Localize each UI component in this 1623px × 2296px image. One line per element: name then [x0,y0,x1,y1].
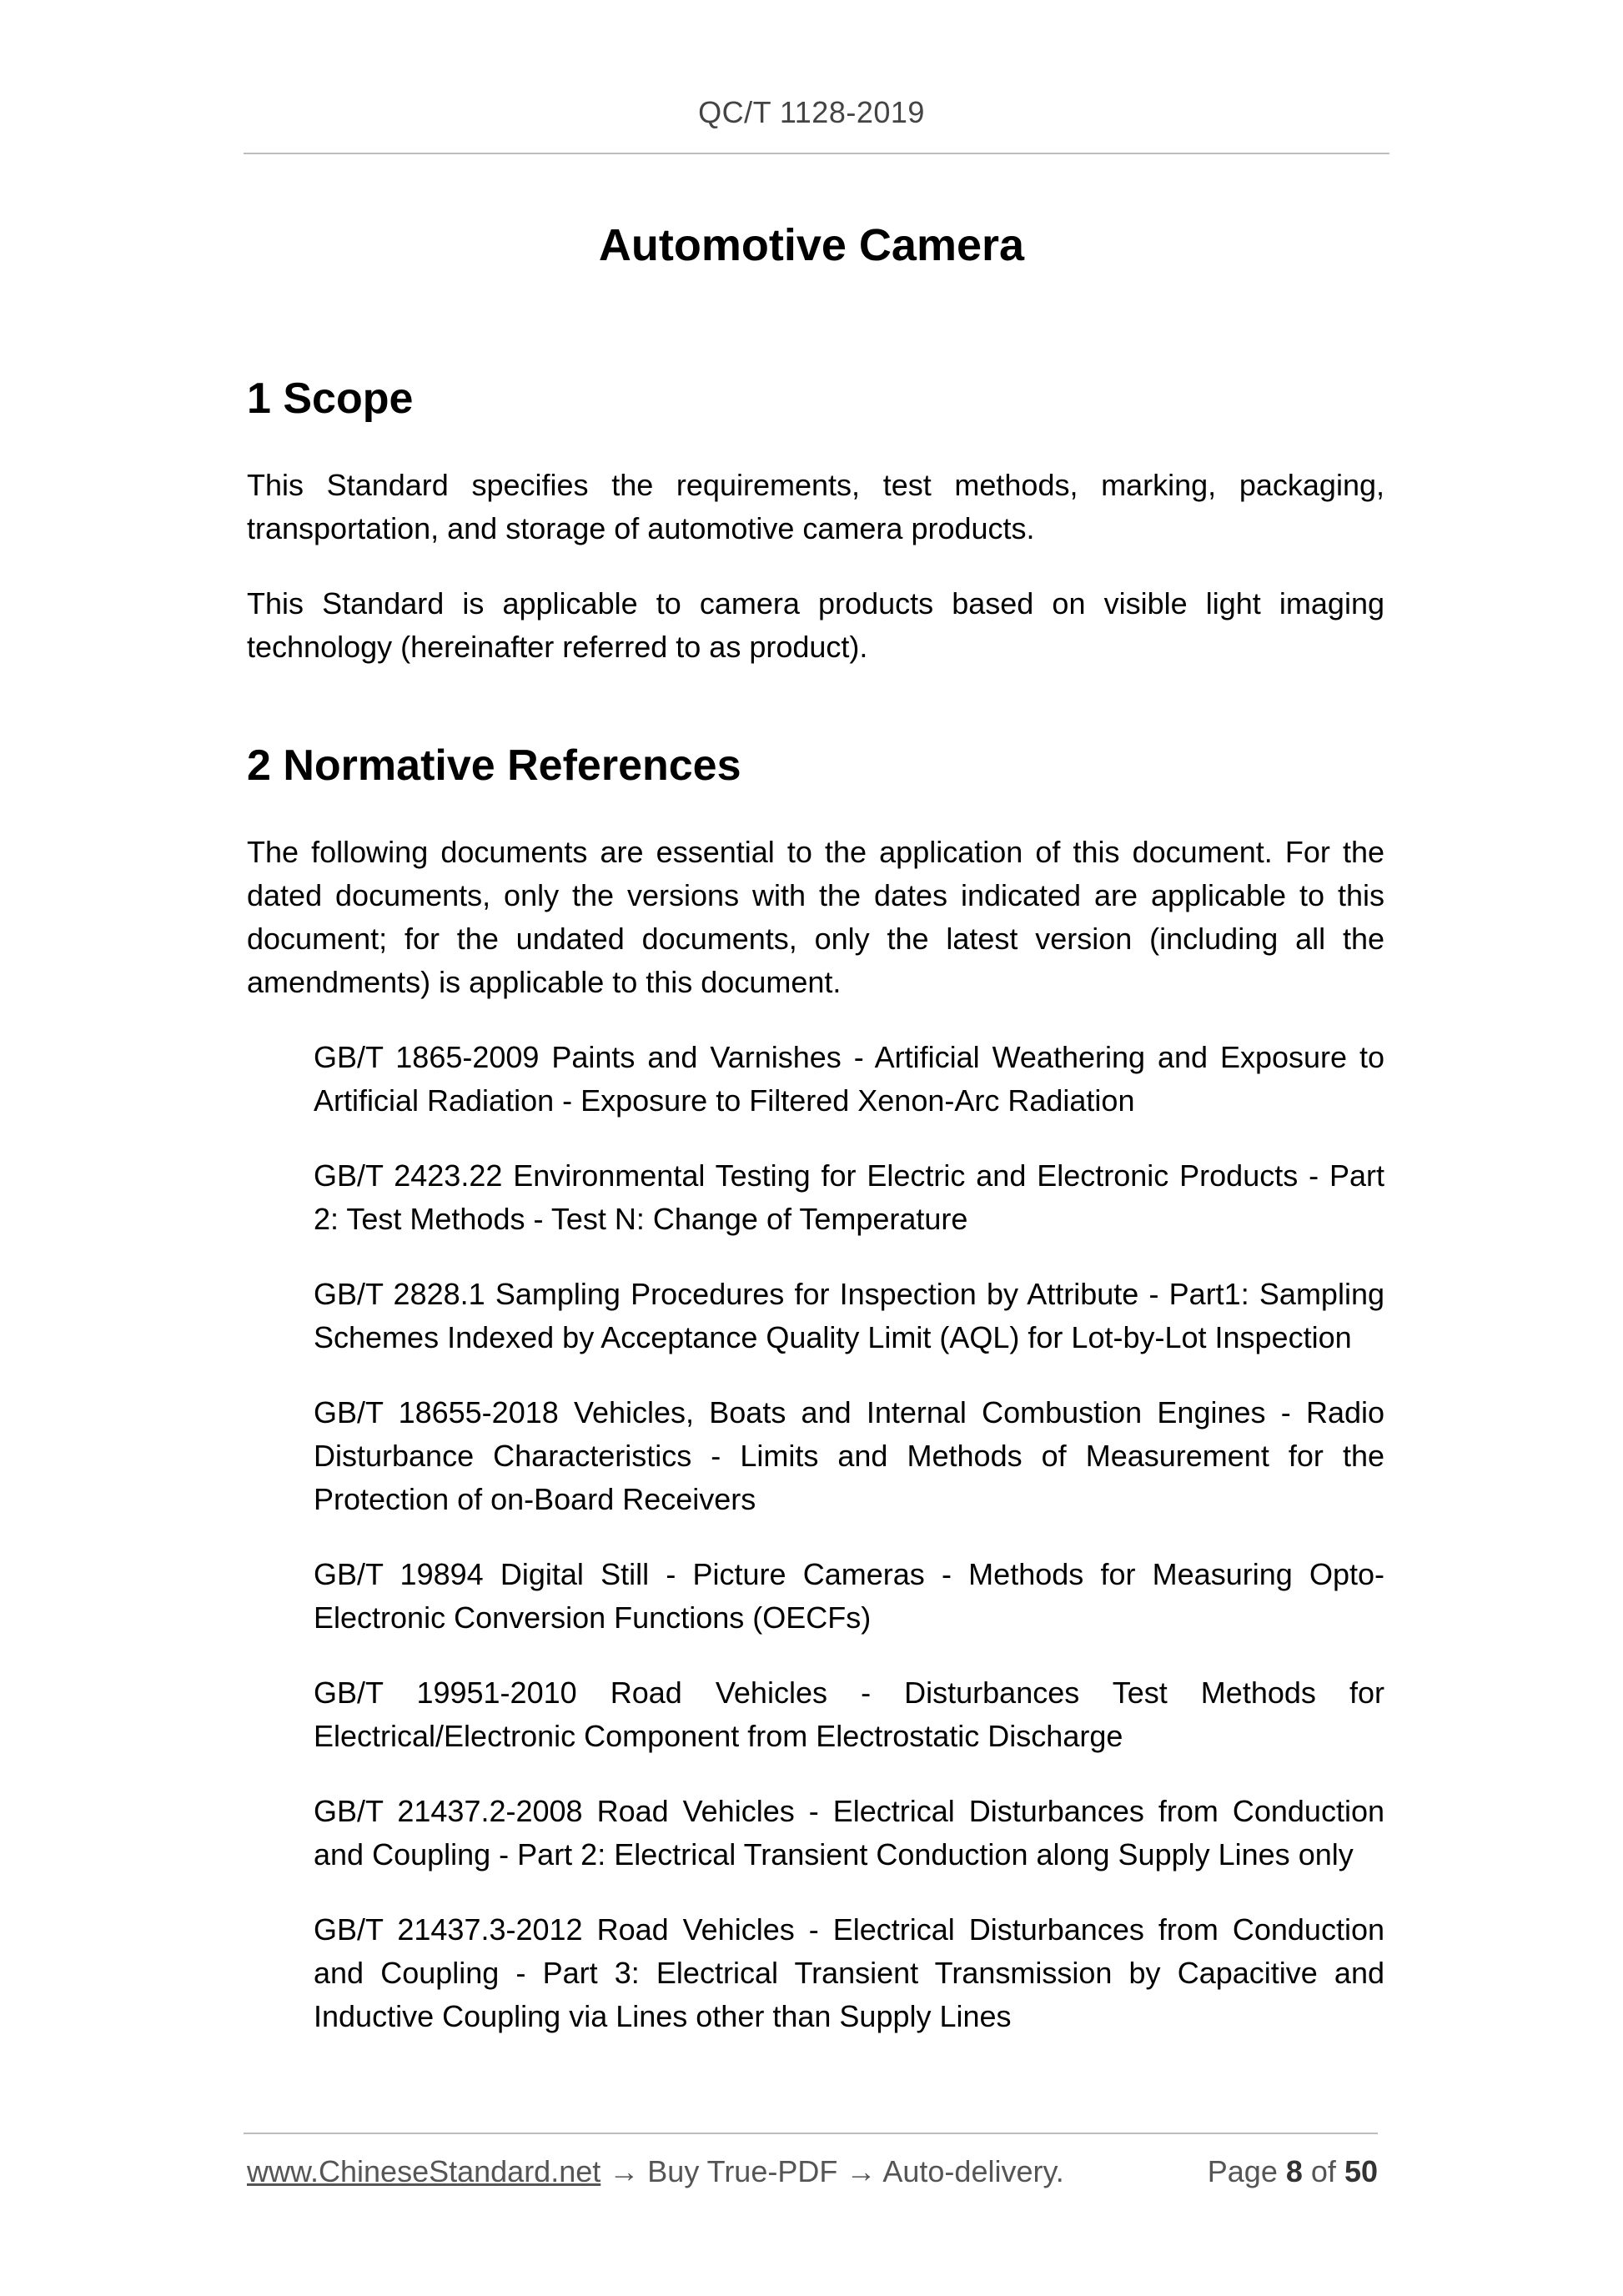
page-indicator [1208,2154,1378,2189]
of-label: of [1310,2154,1336,2188]
reference-item: GB/T 19894 Digital Still - Picture Cameras - Methods for Measuring Opto-Electronic Conversion Functions (OECFs) [314,1557,1384,1635]
scope-paragraph: This Standard specifies the requirements, test methods, marking, packaging, transportation, and storage of automotive camera products. [247,468,1384,545]
reference-item: GB/T 18655-2018 Vehicles, Boats and Internal Combustion Engines - Radio Disturbance Characteristics - Limits and Methods of Measurement for the Protection of on-Board Receivers [314,1395,1384,1516]
document-title: Automotive Camera [598,220,1025,270]
reference-item: GB/T 21437.3-2012 Road Vehicles - Electrical Disturbances from Conduction and Coupling - Part 3: Electrical Transient Transmission by Capacitive and Inductive Coupling via Lines other than Supply Lines [314,1912,1384,2033]
footer-promo [247,2154,1064,2189]
normative-reference-list [247,1036,1384,2038]
standard-code-header: QC/T 1128-2019 [698,95,925,129]
section-heading-normative-references: 2 Normative References [247,741,741,790]
arrow-right-icon: → [846,2154,877,2188]
delivery-text: Auto-delivery. [882,2154,1064,2188]
document-body [247,367,1384,2070]
footer-divider [244,2133,1378,2134]
reference-item: GB/T 21437.2-2008 Road Vehicles - Electrical Disturbances from Conduction and Coupling - Part 2: Electrical Transient Conduction along Supply Lines only [314,1794,1384,1871]
scope-paragraph: This Standard is applicable to camera products based on visible light imaging technology (hereinafter referred to as product). [247,586,1384,664]
buy-text: Buy True-PDF [647,2154,838,2188]
current-page-number: 8 [1285,2154,1303,2188]
reference-item: GB/T 2423.22 Environmental Testing for Electric and Electronic Products - Part 2: Test Methods - Test N: Change of Temperature [314,1158,1384,1236]
reference-item: GB/T 19951-2010 Road Vehicles - Disturbances Test Methods for Electrical/Electronic Component from Electrostatic Discharge [314,1676,1384,1753]
normative-intro-paragraph: The following documents are essential to the application of this document. For the dated documents, only the versions with the dates indicated are applicable to this document; for the undated documents, only the latest version (including all the amendments) is applicable to this document. [247,835,1384,999]
section-heading-scope: 1 Scope [247,374,414,423]
total-pages-number: 50 [1344,2154,1378,2188]
header-divider [244,153,1389,154]
website-link[interactable]: www.ChineseStandard.net [247,2154,601,2188]
arrow-right-icon: → [609,2154,640,2188]
page-label: Page [1207,2154,1278,2188]
reference-item: GB/T 1865-2009 Paints and Varnishes - Artificial Weathering and Exposure to Artificial Radiation - Exposure to Filtered Xenon-Arc Radiation [314,1040,1384,1118]
reference-item: GB/T 2828.1 Sampling Procedures for Inspection by Attribute - Part1: Sampling Schemes Indexed by Acceptance Quality Limit (AQL) for Lot-by-Lot Inspection [314,1277,1384,1354]
